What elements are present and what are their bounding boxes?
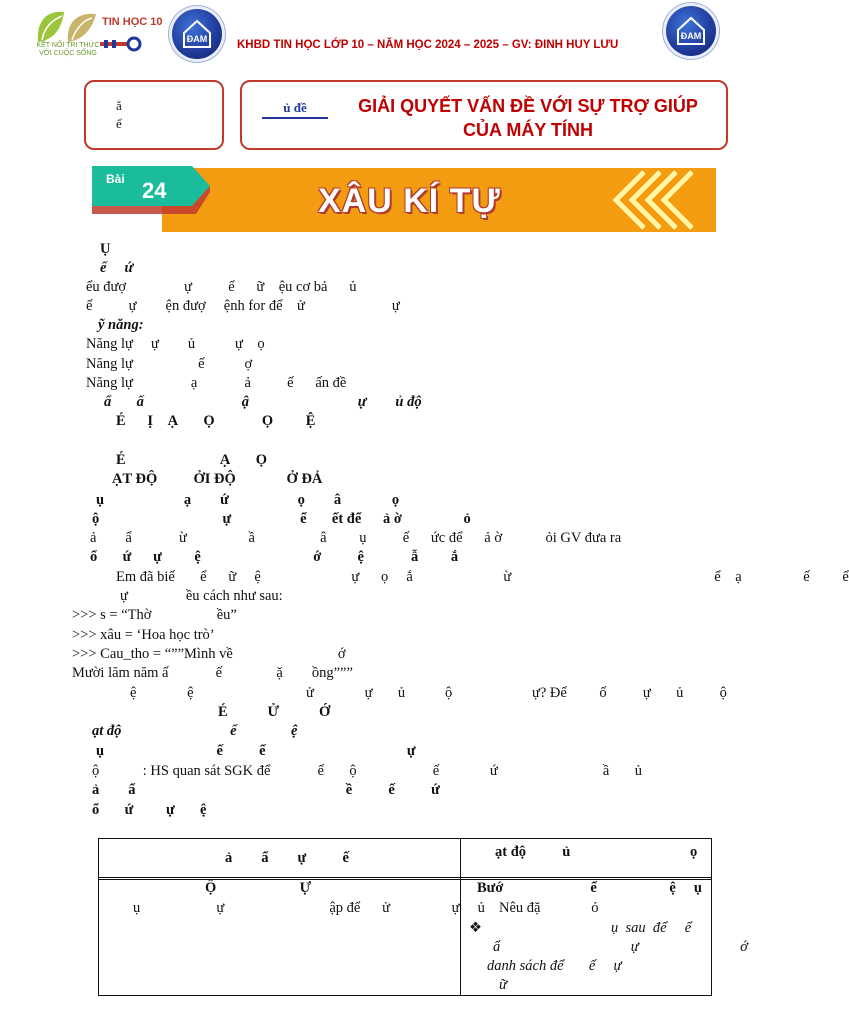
lesson-label: Bài bbox=[106, 172, 125, 186]
body-line: ự ều cách như sau: bbox=[120, 588, 283, 604]
lesson-number: 24 bbox=[142, 178, 167, 203]
body-line: É Ử Ớ bbox=[218, 704, 331, 720]
body-line: ả ẩ ừ ầ â ụ ế ức để ả ờ ỏi GV đưa ra bbox=[90, 530, 622, 546]
lesson-title: XÂU KÍ TỰ bbox=[318, 182, 501, 220]
body-line: ộ : HS quan sát SGK để ể ộ ế ứ ầ ủ bbox=[92, 763, 642, 779]
body-line: Em đã biế ể ữ ệ ự ọ ắ ừ ể ạ ế ể bbox=[116, 569, 849, 585]
table-cell-right: ẩ ự ớ bbox=[493, 939, 748, 955]
body-line: ổ ứ ự ệ ớ ệ ẫ ắ bbox=[90, 549, 459, 565]
page-header bbox=[0, 0, 768, 72]
table-header-right: ạt độ ủ ọ bbox=[495, 844, 698, 860]
body-line: ỹ năng: bbox=[98, 317, 144, 333]
body-line: ẠT ĐỘ ỞI ĐỘ Ở ĐẢ bbox=[112, 471, 323, 487]
body-line: Ụ bbox=[100, 241, 111, 257]
body-line: ộ ự ể ết để ả ờ ỏ bbox=[92, 511, 471, 527]
house-badge-text: ĐAM bbox=[680, 31, 702, 41]
house-badge-left bbox=[172, 9, 222, 59]
header-title: KHBD TIN HỌC LỚP 10 – NĂM HỌC 2024 – 2025 – GV: ĐINH HUY LƯU bbox=[237, 39, 619, 51]
table-cell-right: Bướ ể ệ ụ bbox=[477, 880, 702, 896]
key-icon bbox=[100, 36, 144, 52]
topic-title-line2: CỦA MÁY TÍNH bbox=[463, 120, 593, 140]
house-badge-text: ĐAM bbox=[186, 34, 208, 44]
topic-title bbox=[338, 94, 718, 142]
body-line: Năng lự ế ợ bbox=[86, 356, 253, 372]
body-line: ểu đượ ự ể ữ ệu cơ bả ủ bbox=[86, 279, 357, 295]
lesson-banner bbox=[92, 166, 716, 232]
table-header-left: ả ẩ ự ế bbox=[225, 850, 349, 866]
body-line: ả ẩ ề ế ứ bbox=[92, 782, 440, 798]
body-line: ụ ạ ứ ọ â ọ bbox=[96, 492, 400, 508]
table-cell-right: ụ sau để ể bbox=[611, 920, 692, 936]
table-cell-right: danh sách để ế ự bbox=[487, 958, 622, 974]
house-icon bbox=[666, 6, 716, 56]
house-badge-right bbox=[666, 6, 716, 56]
table-divider bbox=[460, 839, 461, 995]
body-line: É Ạ Ọ bbox=[116, 452, 268, 468]
topic-title-box bbox=[240, 80, 728, 150]
body-line: ạt độ ể ệ bbox=[92, 723, 298, 739]
body-line: ụ ế ế ự bbox=[96, 743, 416, 759]
body-line: ẩ ấ ậ ự ủ độ bbox=[104, 394, 422, 410]
topic-small-line1: ẳ bbox=[116, 98, 122, 113]
table-divider bbox=[99, 877, 711, 878]
code-line: >>> Cau_tho = “””Mình về ớ bbox=[72, 646, 346, 662]
code-line: Mười lăm năm ấ ế ặ ồng””” bbox=[72, 665, 353, 681]
body-line: ệ ệ ử ự ủ ộ ự? Để ố ự ủ ộ bbox=[130, 685, 727, 701]
body-line: ế ứ bbox=[100, 260, 134, 276]
topic-small-box bbox=[84, 80, 224, 150]
code-line: >>> s = “Thờ ều” bbox=[72, 607, 237, 623]
house-icon bbox=[172, 9, 222, 59]
body-line: É Ị Ạ Ọ Ọ Ệ bbox=[116, 413, 316, 429]
logo-caption: KẾT NỐI TRI THỨC VỚI CUỘC SỐNG bbox=[36, 42, 100, 57]
logo-title: TIN HỌC 10 bbox=[102, 16, 163, 28]
table-cell-right: Nêu đặ ỏ bbox=[499, 900, 599, 916]
body-line: ế ự ện đượ ệnh for để ử ự bbox=[86, 298, 400, 314]
activity-table bbox=[98, 838, 748, 996]
table-cell-left: Ộ Ự bbox=[205, 880, 312, 896]
topic-tag: ủ đề bbox=[262, 100, 328, 119]
body-line: Năng lự ạ ả ế ấn đề bbox=[86, 375, 347, 391]
topic-title-line1: GIẢI QUYẾT VẤN ĐỀ VỚI SỰ TRỢ GIÚP bbox=[358, 96, 698, 116]
bullet-icon: ❖ bbox=[469, 920, 482, 936]
code-line: >>> xâu = ‘Hoa học trò’ bbox=[72, 627, 215, 643]
body-line: Năng lự ự ủ ự ọ bbox=[86, 336, 265, 352]
table-cell-right: ữ bbox=[499, 977, 507, 993]
body-line: ổ ứ ự ệ bbox=[92, 802, 207, 818]
table-cell-left: ụ ự ập để ử ự ủ bbox=[133, 900, 485, 916]
topic-small-line2: ế bbox=[116, 116, 122, 131]
